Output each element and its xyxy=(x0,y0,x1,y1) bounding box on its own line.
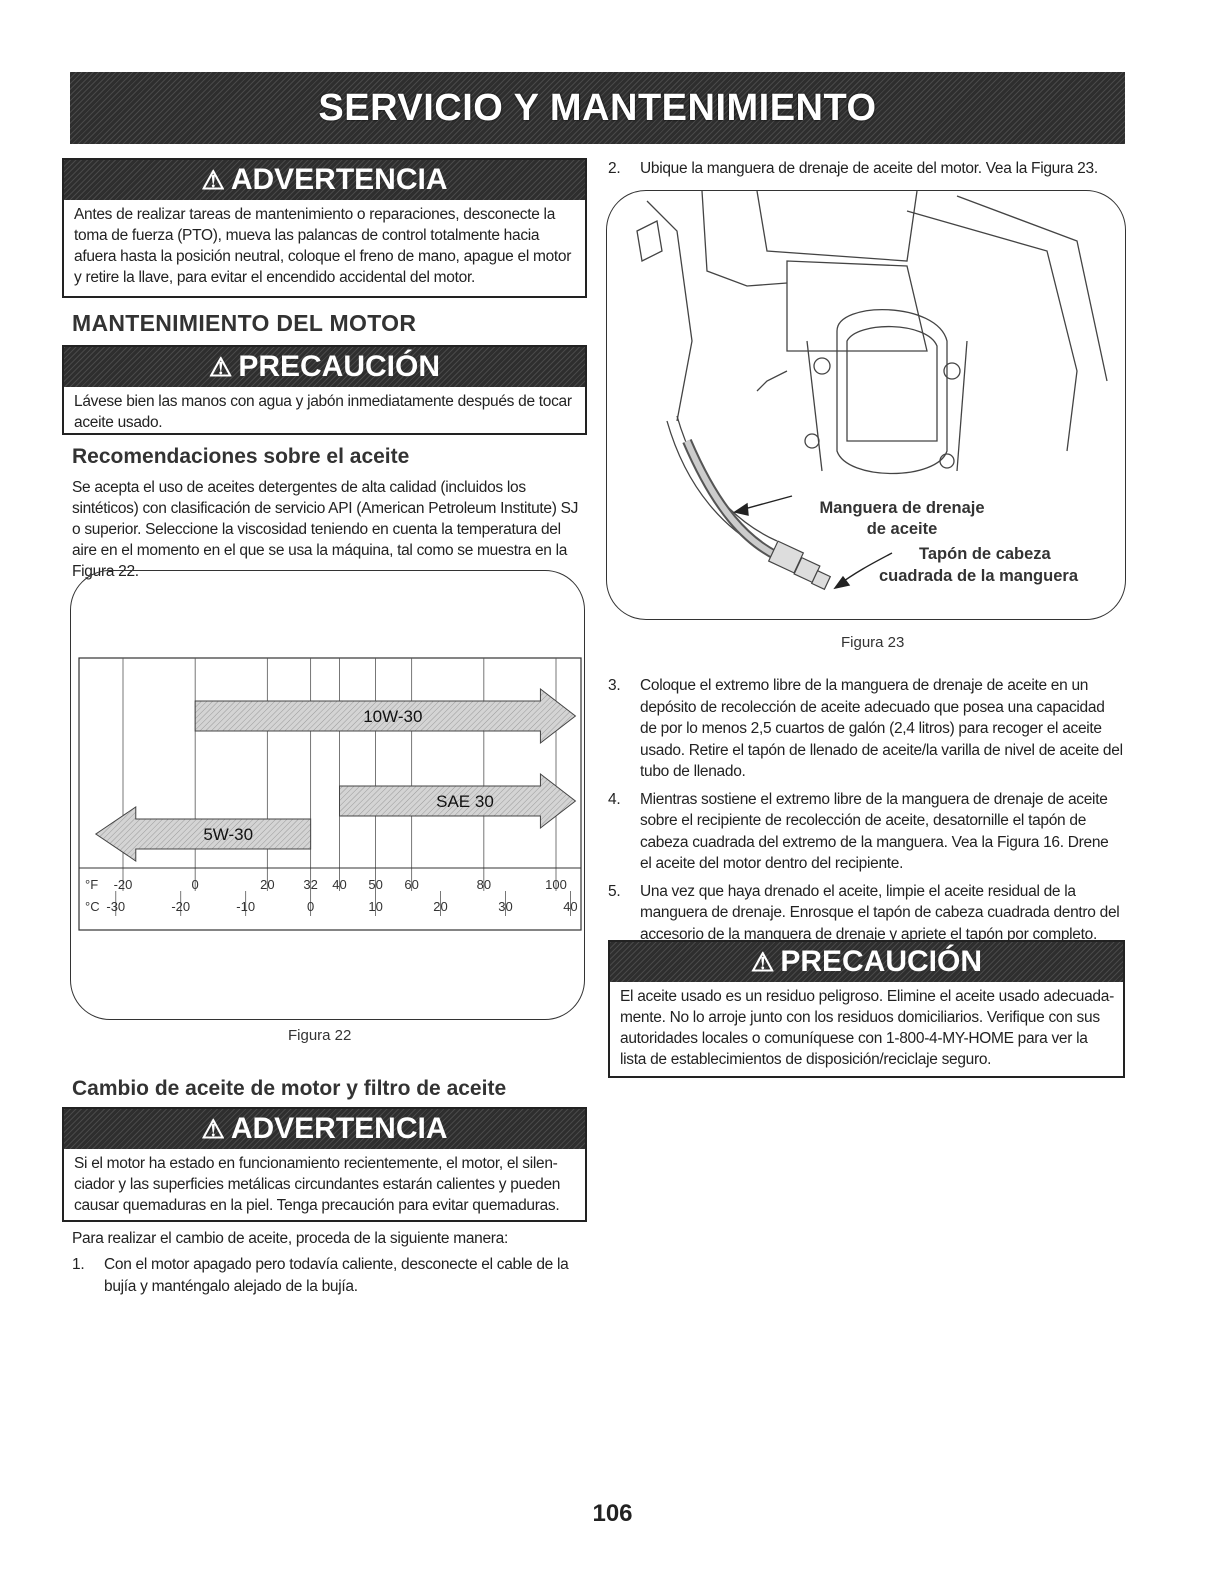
procedure-step-5: 5. Una vez que haya drenado el aceite, limpie el aceite residual de la manguera de drenaje. Enrosque el tapón de cabeza cuadrada dentro del accesorio de la manguera de drenaje y apriete el tapón por completo. xyxy=(608,882,1120,943)
caution-text: El aceite usado es un residuo peligroso. Elimine el aceite usado adecuada-mente. No lo arroje junto con los residuos domiciliarios. Verifique con sus autoridades locales o comuníquese con 1-800-4-MY-HOME para ver la lista de establecimientos de disposición/reciclaje seguro. xyxy=(620,988,1114,1068)
procedure-intro: Para realizar el cambio de aceite, proceda de la siguiente manera: xyxy=(72,1230,508,1247)
label-drain-hose: Manguera de drenaje de aceite xyxy=(819,499,985,538)
procedure-steps-right xyxy=(608,675,1123,945)
chart-tick-label-f: 80 xyxy=(476,877,492,892)
chart-tick-label-c: 40 xyxy=(563,899,578,914)
section-title-engine-maintenance: MANTENIMIENTO DEL MOTOR xyxy=(72,310,417,336)
chart-tick-label-c: 30 xyxy=(498,899,513,914)
chart-tick-label-f: 20 xyxy=(260,877,275,892)
chart-bar-label: SAE 30 xyxy=(436,792,494,811)
chart-tick-label-c: 0 xyxy=(307,899,315,914)
caution-text: Lávese bien las manos con agua y jabón inmediatamente después de tocar aceite usado. xyxy=(74,393,572,431)
subsection-title-oil-change: Cambio de aceite de motor y filtro de aceite xyxy=(72,1077,507,1100)
chart-tick-label-c: -20 xyxy=(171,899,191,914)
warning-box-pto xyxy=(62,158,587,298)
chart-tick-label-c: 20 xyxy=(433,899,448,914)
caution-header: ⚠ PRECAUCIÓN xyxy=(64,347,585,387)
chart-tick-label-f: 60 xyxy=(404,877,419,892)
chart-tick-label-c: -10 xyxy=(236,899,256,914)
chart-unit-label-f: °F xyxy=(85,877,99,892)
page-title: SERVICIO Y MANTENIMIENTO xyxy=(318,86,877,129)
page-number: 106 xyxy=(592,1500,633,1527)
chart-tick-label-f: 32 xyxy=(303,877,318,892)
chart-tick-label-f: 100 xyxy=(545,877,567,892)
warning-triangle-icon: ⚠ xyxy=(751,946,775,977)
figure-23-frame xyxy=(606,190,1126,620)
warning-header: ⚠ ADVERTENCIA xyxy=(64,1109,585,1149)
procedure-step-3: 3. Coloque el extremo libre de la manguera de drenaje de aceite en un depósito de recolección de aceite adecuado que posea una capacidad de por lo menos 2,5 cuartos de galón (2,4 litros) para recoger el aceite usado. Retire el tapón de llenado de aceite/la varilla de nivel de aceite del tubo de llenado. xyxy=(608,677,1123,780)
caution-box-used-oil xyxy=(608,940,1125,1078)
chart-tick-label-f: 50 xyxy=(368,877,383,892)
warning-triangle-icon: ⚠ xyxy=(201,1113,225,1144)
warning-text: Antes de realizar tareas de mantenimiento o reparaciones, desconecte la toma de fuerza (PTO), mueva las palancas de control totalmente hacia afuera hasta la posición neutral, coloque el freno de mano, apague el motor y retire la llave, para evitar el encendido accidental del motor. xyxy=(74,206,572,286)
caution-box-hands xyxy=(62,345,587,435)
chart-tick-label-f: 40 xyxy=(332,877,347,892)
warning-triangle-icon: ⚠ xyxy=(209,351,233,382)
page-header-banner xyxy=(70,72,1125,144)
warning-triangle-icon: ⚠ xyxy=(201,164,225,195)
chart-tick-label-c: -30 xyxy=(106,899,126,914)
chart-tick-labels xyxy=(85,877,578,914)
figure-22-frame xyxy=(70,570,585,1020)
figure-22-caption: Figura 22 xyxy=(288,1027,352,1044)
chart-bar-label: 5W-30 xyxy=(203,825,254,844)
subsection-title-oil-recommendations: Recomendaciones sobre el aceite xyxy=(72,445,410,468)
warning-header: ⚠ ADVERTENCIA xyxy=(64,160,585,200)
chart-bar-label: 10W-30 xyxy=(363,707,423,726)
chart-tick-label-f: 0 xyxy=(191,877,199,892)
oil-viscosity-chart xyxy=(71,571,586,1021)
oil-recommendations-text: Se acepta el uso de aceites detergentes de alta calidad (incluidos los sintéticos) con clasificación de servicio API (American Petroleum Institute) SJ o superior. Seleccione la viscosidad teniendo en cuenta la temperatura del aire en el momento en el que se usa la máquina, tal como se muestra en la Figura 22. xyxy=(72,479,579,580)
procedure-steps-left xyxy=(72,1254,577,1297)
figure-23-caption: Figura 23 xyxy=(841,634,905,651)
warning-box-hot-engine xyxy=(62,1107,587,1222)
label-square-cap: Tapón de cabeza cuadrada de la manguera xyxy=(879,545,1078,585)
procedure-step-4: 4. Mientras sostiene el extremo libre de la manguera de drenaje de aceite sobre el recipiente de recolección de aceite, desatornille el tapón de cabeza cuadrada del extremo de la manguera. Vea la Figura 16. Drene el aceite del motor dentro del recipiente. xyxy=(608,790,1109,872)
chart-tick-label-f: -20 xyxy=(113,877,133,892)
chart-bars xyxy=(96,689,576,861)
procedure-step-2: 2. Ubique la manguera de drenaje de aceite del motor. Vea la Figura 23. xyxy=(608,160,1098,177)
caution-header: ⚠ PRECAUCIÓN xyxy=(610,942,1123,982)
procedure-step-1: 1. Con el motor apagado pero todavía caliente, desconecte el cable de la bujía y manténgalo alejado de la bujía. xyxy=(72,1256,569,1295)
procedure-step-2-block xyxy=(608,158,1123,180)
warning-text: Si el motor ha estado en funcionamiento recientemente, el motor, el silen-ciador y las superficies metálicas circundantes estarán calientes y pueden causar quemaduras en la piel. Tenga precaución para evitar quemaduras. xyxy=(74,1155,561,1214)
chart-unit-label-c: °C xyxy=(85,899,100,914)
chart-tick-label-c: 10 xyxy=(368,899,383,914)
